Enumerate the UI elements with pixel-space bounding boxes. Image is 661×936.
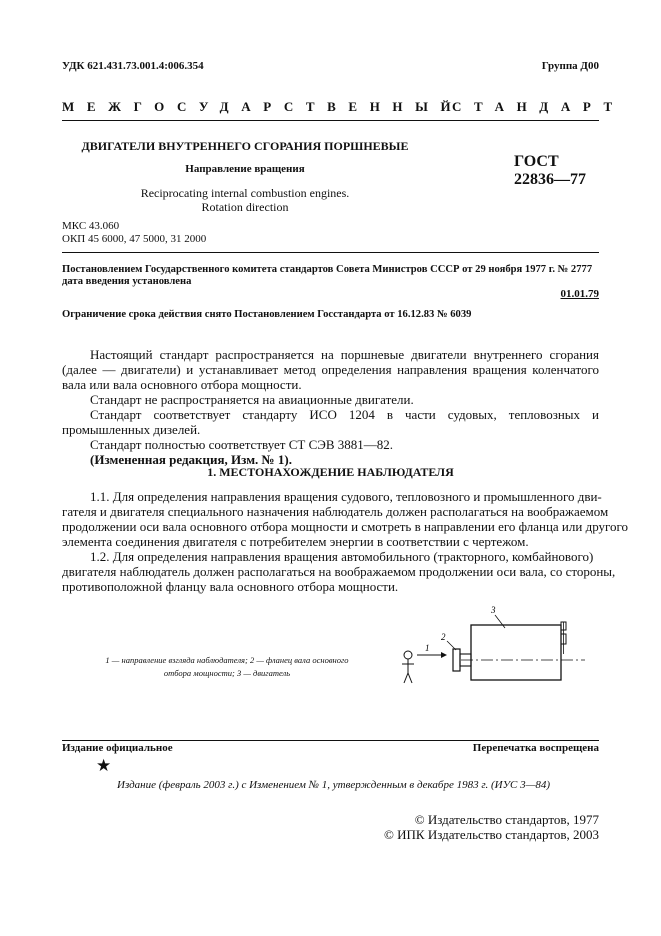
figure-caption-line1: 1 — направление взгляда наблюдателя; 2 — фланец вала основного bbox=[105, 655, 349, 665]
copyright-1977: © Издательство стандартов, 1977 bbox=[414, 812, 599, 827]
english-title-line2: Rotation direction bbox=[201, 200, 289, 214]
flange bbox=[453, 649, 460, 671]
standard-subtitle: Направление вращения bbox=[185, 163, 305, 175]
english-title-line1: Reciprocating internal combustion engines. bbox=[140, 186, 350, 200]
section-heading: 1. МЕСТОНАХОЖДЕНИЕ НАБЛЮДАТЕЛЯ bbox=[207, 465, 454, 479]
leader-line-2 bbox=[447, 641, 456, 650]
intro-section bbox=[62, 347, 599, 467]
okp-code: ОКП 45 6000, 47 5000, 31 2000 bbox=[62, 233, 207, 245]
section-paragraph-line: 1.1. Для определения направления вращения судового, тепловозного и промышленного дви- bbox=[90, 489, 602, 504]
mks-code: МКС 43.060 bbox=[62, 220, 120, 232]
observer-leg-left bbox=[404, 673, 408, 683]
section-paragraph-line: продолжении оси вала основного отбора мощности и смотреть в направлении его фланца или другого bbox=[62, 519, 629, 534]
figure-caption-line2: отбора мощности; 3 — двигатель bbox=[163, 668, 291, 678]
gost-label: ГОСТ bbox=[514, 153, 559, 170]
footer-divider bbox=[62, 740, 599, 741]
view-arrow-head bbox=[441, 652, 447, 658]
copyright-2003: © ИПК Издательство стандартов, 2003 bbox=[384, 827, 599, 842]
reprint-prohibited: Перепечатка воспрещена bbox=[472, 742, 599, 754]
observer-head bbox=[404, 651, 412, 659]
codes-divider bbox=[62, 252, 599, 253]
header-divider bbox=[62, 120, 599, 121]
section-paragraph-line: 1.2. Для определения направления вращения автомобильного (тракторного, комбайнового) bbox=[90, 549, 594, 564]
leader-line-3 bbox=[495, 615, 505, 628]
section-paragraph-line: противоположной фланцу вала основного отбора мощности. bbox=[62, 579, 399, 594]
standard-title: ДВИГАТЕЛИ ВНУТРЕННЕГО СГОРАНИЯ ПОРШНЕВЫЕ bbox=[81, 139, 409, 153]
introduction-date-label: дата введения установлена bbox=[62, 276, 192, 287]
group-code: Группа Д00 bbox=[541, 60, 599, 72]
gost-number: 22836—77 bbox=[514, 171, 586, 188]
observer-diagram bbox=[395, 598, 605, 710]
banner-interstate: МЕЖГОСУДАРСТВЕННЫЙ bbox=[62, 99, 464, 114]
section-paragraph-line: двигателя наблюдатель должен располагаться на воображаемом продолжении оси вала, со стороны, bbox=[62, 564, 616, 579]
introduction-date: 01.01.79 bbox=[560, 288, 599, 300]
intro-paragraph: Настоящий стандарт распространяется на поршневые двигатели внутреннего сгорания (далее — двигатели) и устанавливает метод определения направления вращения коленчатого вала или вала основного отбора мощности. bbox=[62, 347, 599, 392]
limitation-note: Ограничение срока действия снято Постановлением Госстандарта от 16.12.83 № 6039 bbox=[62, 309, 472, 320]
label-1: 1 bbox=[425, 643, 430, 653]
edition-note: Издание (февраль 2003 г.) с Изменением № 1, утвержденным в декабре 1983 г. (ИУС 3—84) bbox=[117, 779, 551, 791]
label-2: 2 bbox=[441, 632, 446, 642]
udk-code: УДК 621.431.73.001.4:006.354 bbox=[62, 60, 204, 72]
section-paragraph-line: элемента соединения двигателя с потребителем энергии в соответствии с чертежом. bbox=[62, 534, 529, 549]
intro-amendment: (Измененная редакция, Изм. № 1). bbox=[90, 452, 292, 467]
intro-paragraph: Стандарт полностью соответствует СТ СЭВ 3881—82. bbox=[90, 437, 394, 452]
banner-standard: СТАНДАРТ bbox=[452, 99, 625, 114]
engine-body bbox=[471, 625, 561, 680]
section-paragraph-line: гателя и двигателя специального назначения наблюдатель должен располагаться на воображаемом bbox=[62, 504, 609, 519]
intro-paragraph: Стандарт соответствует стандарту ИСО 1204 в части судовых, тепловозных и промышленных дизелей. bbox=[62, 407, 599, 437]
star-icon: ★ bbox=[96, 756, 112, 775]
resolution-text: Постановлением Государственного комитета стандартов Совета Министров СССР от 29 ноября 1977 г. № 2777 bbox=[62, 264, 593, 275]
label-3: 3 bbox=[491, 605, 496, 615]
intro-paragraph: Стандарт не распространяется на авиационные двигатели. bbox=[90, 392, 414, 407]
official-edition: Издание официальное bbox=[62, 742, 173, 754]
observer-leg-right bbox=[408, 673, 412, 683]
